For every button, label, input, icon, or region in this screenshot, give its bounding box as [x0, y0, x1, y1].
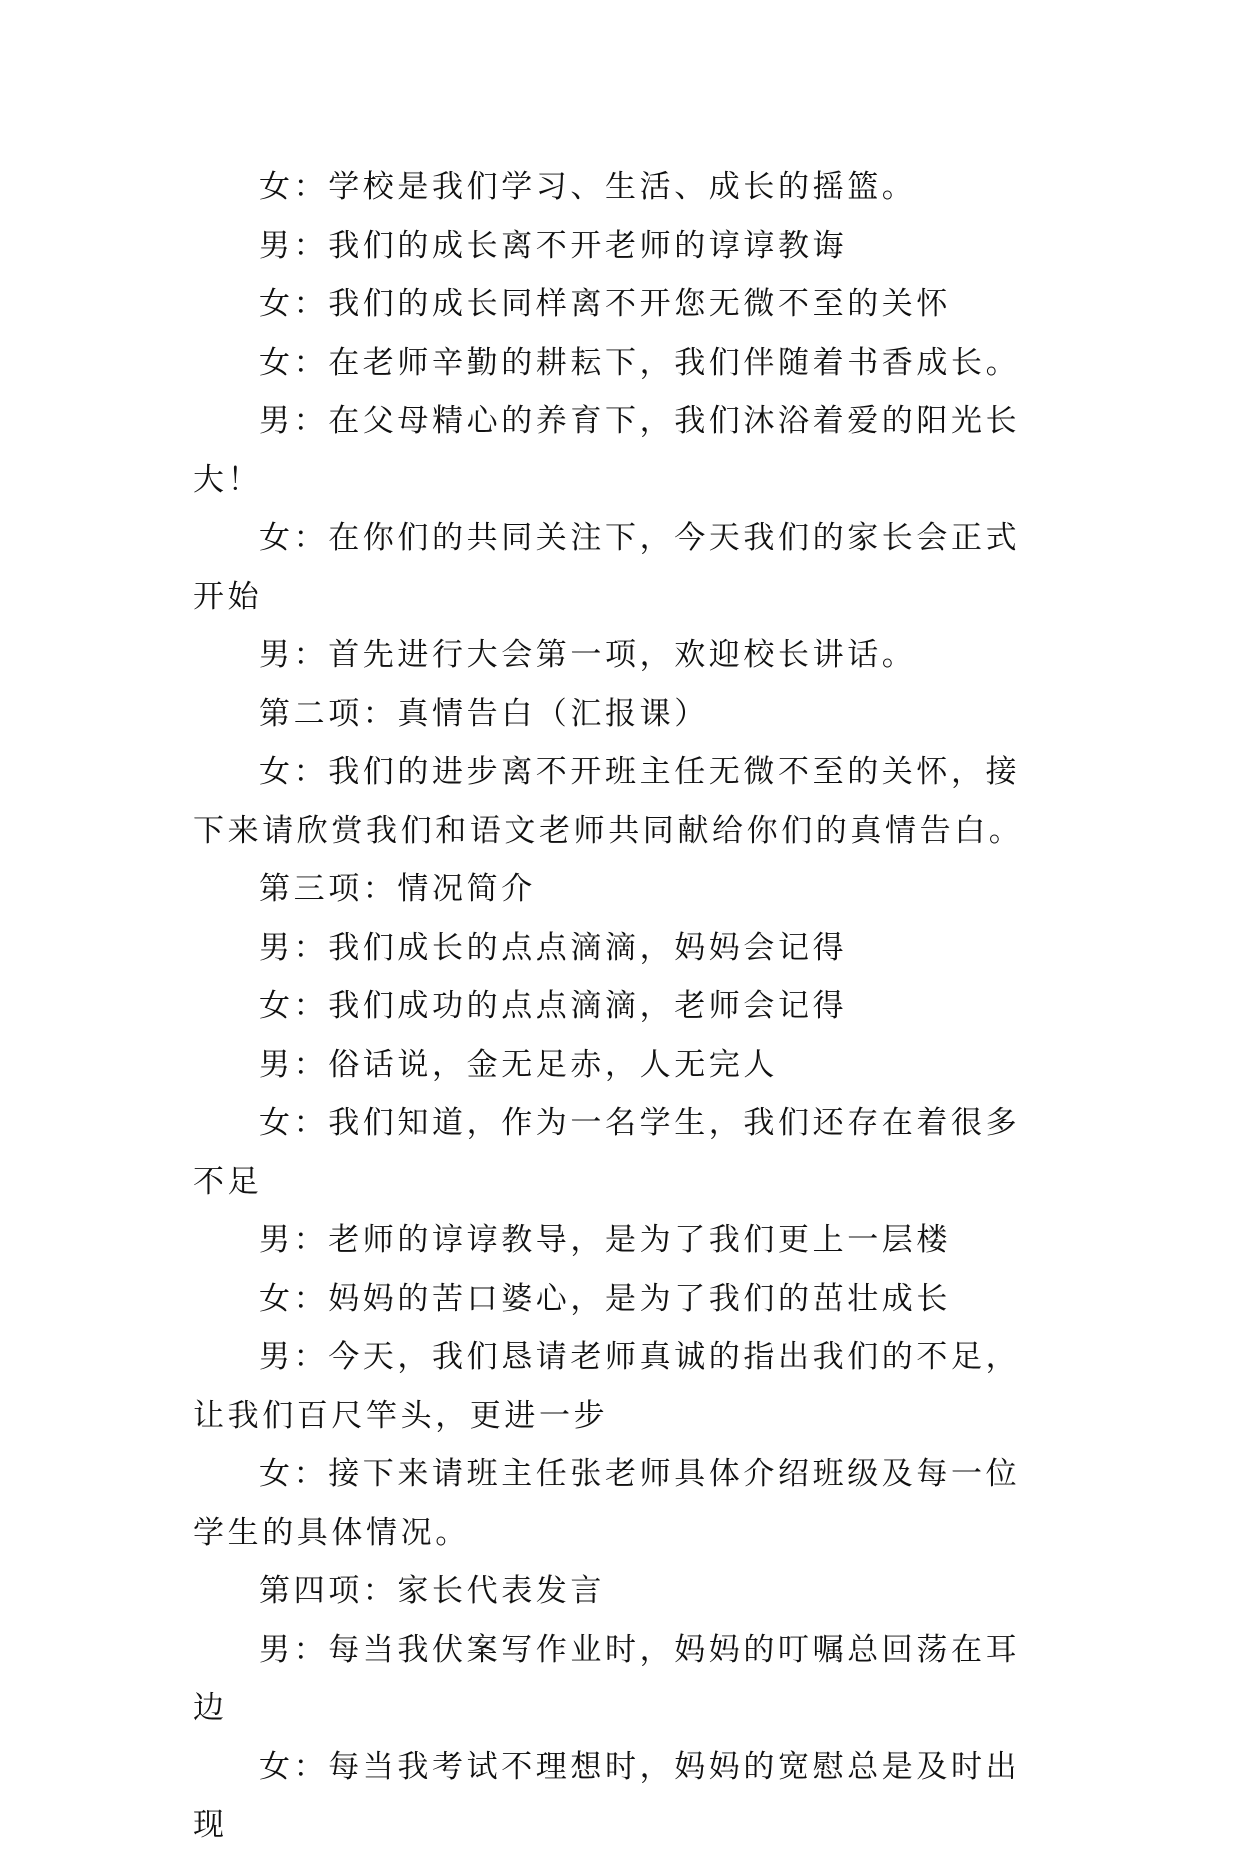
- paragraph: 女：我们成功的点点滴滴，老师会记得: [259, 988, 848, 1024]
- paragraph: 男：在父母精心的养育下，我们沐浴着爱的阳光长大！: [193, 403, 1021, 498]
- paragraph: 男：我们成长的点点滴滴，妈妈会记得: [259, 929, 848, 966]
- section-heading: 第三项：情况简介: [259, 871, 536, 907]
- paragraph: 男：今天，我们恳请老师真诚的指出我们的不足，让我们百尺竿头，更进一步: [193, 1339, 1021, 1434]
- section-heading: 第二项：真情告白（汇报课）: [259, 695, 709, 732]
- paragraph: 女：每当我考试不理想时，妈妈的宽慰总是及时出现: [193, 1748, 1021, 1843]
- paragraph: 男：首先进行大会第一项，欢迎校长讲话。: [259, 637, 917, 673]
- paragraph: 男：每当我伏案写作业时，妈妈的叮嘱总回荡在耳边: [193, 1631, 1021, 1726]
- paragraph: 男：俗话说，金无足赤，人无完人: [259, 1046, 778, 1083]
- paragraph: 男：我们的成长离不开老师的谆谆教诲: [259, 227, 848, 264]
- paragraph: 女：我们的成长同样离不开您无微不至的关怀: [259, 286, 951, 322]
- document-body: [193, 158, 1053, 1855]
- paragraph: 女：在你们的共同关注下，今天我们的家长会正式开始: [193, 520, 1021, 615]
- section-heading: 第四项：家长代表发言: [259, 1573, 605, 1609]
- paragraph: 女：接下来请班主任张老师具体介绍班级及每一位学生的具体情况。: [193, 1456, 1021, 1551]
- paragraph: 女：妈妈的苦口婆心，是为了我们的茁壮成长: [259, 1280, 951, 1317]
- paragraph: 女：学校是我们学习、生活、成长的摇篮。: [259, 169, 917, 205]
- paragraph: 女：我们的进步离不开班主任无微不至的关怀，接下来请欣赏我们和语文老师共同献给你们的真情告白。: [193, 754, 1024, 849]
- paragraph: 女：我们知道，作为一名学生，我们还存在着很多不足: [193, 1105, 1021, 1200]
- paragraph: 男：老师的谆谆教导，是为了我们更上一层楼: [259, 1222, 951, 1258]
- paragraph: 女：在老师辛勤的耕耘下，我们伴随着书香成长。: [259, 344, 1021, 381]
